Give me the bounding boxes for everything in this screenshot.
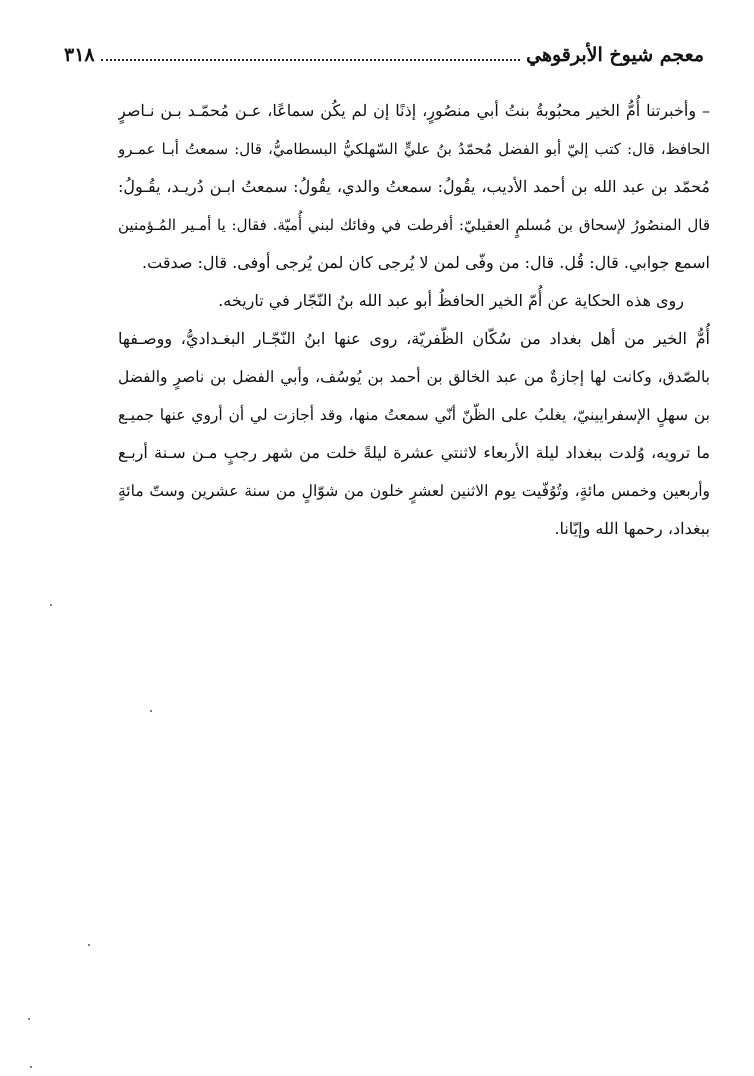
text-line: ما ترويه، وُلدت ببغداد ليلة الأربعاء لاثنتي عشرة ليلةً خلت من شهر رجبٍ مـن سـنة أربـع <box>118 443 710 462</box>
text-line: مُحمّد بن عبد الله بن أحمد الأديب، يقُولُ: سمعتُ والدي، يقُولُ: سمعتُ ابـن دُريـد، يقُـولُ: <box>118 177 710 196</box>
page-header <box>58 38 708 72</box>
scan-speck <box>88 944 90 946</box>
scan-speck <box>50 604 52 606</box>
text-line: اسمع جوابي. قال: قُل. قال: من وفّى لمن لا يُرجى كان لمن يُرجى أوفى. قال: صدقت. <box>142 253 710 272</box>
text-line: أُمُّ الخير من أهل بغداد من سُكّان الظّفريّة، روى عنها ابنُ النّجّـار البغـداديُّ، ووصـفها <box>118 329 710 348</box>
text-line: ببغداد، رحمها الله وإيّانا. <box>554 519 710 538</box>
body-text <box>118 92 710 548</box>
scan-speck <box>150 710 152 712</box>
text-line: روى هذه الحكاية عن أُمّ الخير الحافظُ أبو عبد الله بنُ النّجّار في تاريخه. <box>218 291 684 310</box>
scan-speck <box>30 1066 32 1068</box>
header-dot-leader <box>101 57 521 61</box>
book-title: معجم شيوخ الأبرقوهي <box>526 44 704 66</box>
text-line: – وأخبرتنا أُمُّ الخير محبُوبةُ بنتُ أبي منصُورٍ، إذنًا إن لم يكُن سماعًا، عـن مُحمّـد بـن نـاصرٍ <box>118 101 710 120</box>
page-number: ٣١٨ <box>64 44 95 66</box>
text-line: الحافظ، قال: كتب إليّ أبو الفضل مُحمّدُ بنُ عليٍّ السّهلكيُّ البسطاميُّ، قال: سمعتُ أبـا عمـرو <box>118 140 710 158</box>
text-line: وأربعين وخمس مائةٍ، وتُوُفّيت يوم الاثنين لعشرٍ خلون من شوّالٍ من سنة عشرين وستّ مائةٍ <box>118 482 710 500</box>
text-line: قال المنصُورُ لإسحاق بن مُسلمٍ العقيليّ: أفرطت في وفائك لبني أُميّة. فقال: يا أمـير المُـؤمنين <box>118 216 710 234</box>
text-line: بن سهلٍ الإسفرايينيّ، يغلبُ على الظّنّ أنّي سمعتُ منها، وقد أجازت لي أن أروي عنها جميـع <box>118 406 710 424</box>
scan-speck <box>28 1018 30 1020</box>
text-line: بالصّدق، وكانت لها إجازةٌ من عبد الخالق بن أحمد بن يُوسُف، وأبي الفضل بن ناصرٍ والفضل <box>118 368 710 386</box>
